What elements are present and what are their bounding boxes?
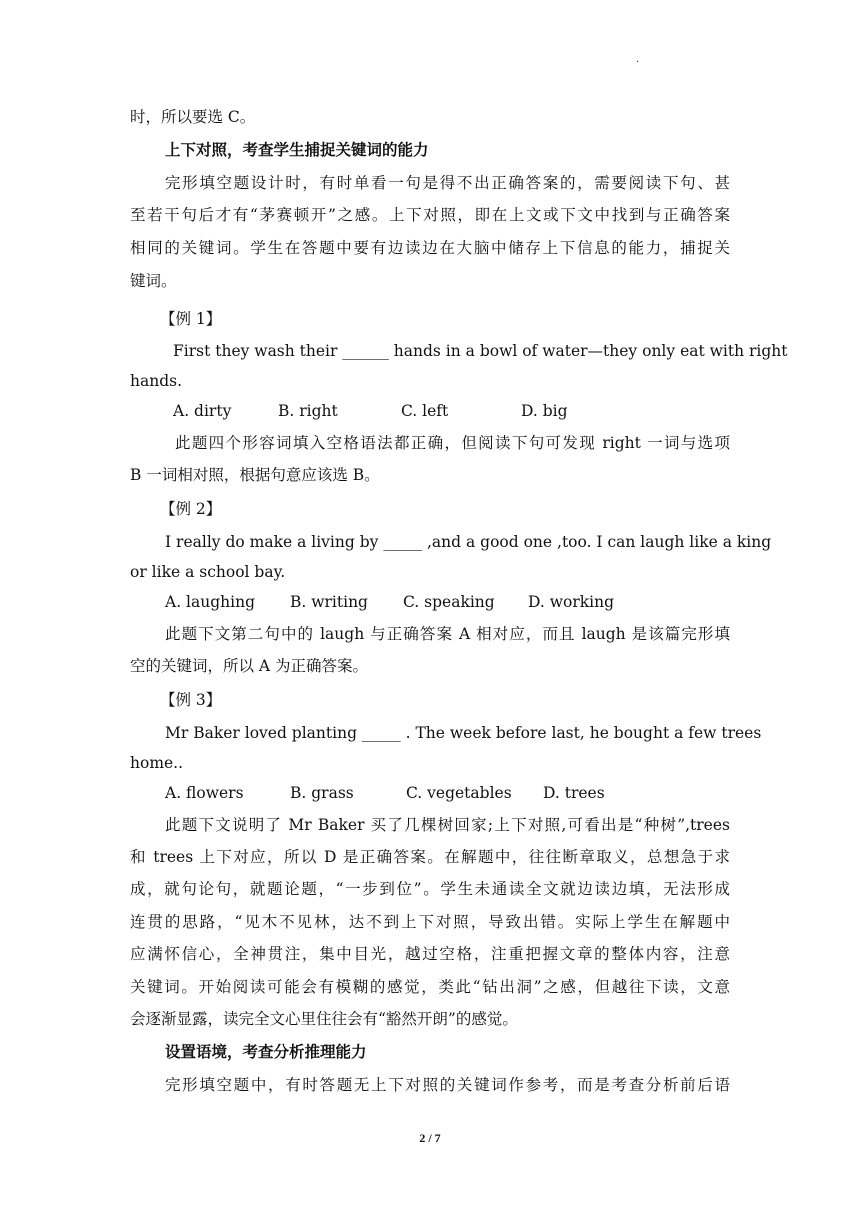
text-line: 时，所以要选 C。	[130, 108, 256, 126]
text-line: 相同的关键词。学生在答题中要有边读边在大脑中储存上下信息的能力，捕捉关	[130, 239, 730, 257]
option-b: B. writing	[290, 593, 368, 611]
question-line: or like a school bay.	[130, 563, 286, 581]
question-line: First they wash their ______ hands in a bowl of water—they only eat with right	[173, 342, 788, 360]
header-mark: ·	[636, 57, 640, 68]
text-line: 应满怀信心，全神贯注，集中目光，越过空格，注重把握文章的整体内容，注意	[130, 945, 730, 963]
text-line: 连贯的思路，“见木不见林，达不到上下对照，导致出错。实际上学生在解题中	[130, 913, 730, 931]
question-line: home..	[130, 754, 184, 772]
text-line: 成，就句论句，就题论题，“一步到位”。学生未通读全文就边读边填，无法形成	[130, 880, 730, 898]
text-line: 会逐渐显露，读完全文心里住往会有“豁然开朗”的感觉。	[130, 1010, 518, 1028]
text-line: 此题四个形容词填入空格语法都正确，但阅读下句可发现 right 一词与选项	[175, 434, 730, 452]
option-a: A. dirty	[173, 402, 232, 420]
text-line: 完形填空题设计时，有时单看一句是得不出正确答案的，需要阅读下句、甚	[165, 174, 730, 192]
option-c: C. speaking	[403, 593, 495, 611]
section-heading: 设置语境，考查分析推理能力	[165, 1042, 367, 1061]
text-line: 完形填空题中，有时答题无上下对照的关键词作参考，而是考查分析前后语	[165, 1076, 730, 1094]
option-d: D. working	[528, 593, 614, 611]
option-d: D. big	[521, 402, 568, 420]
section-heading: 上下对照，考查学生捕捉关键词的能力	[165, 140, 429, 159]
option-c: C. vegetables	[406, 784, 512, 802]
example-label: 【例 1】	[160, 310, 222, 328]
page-number: 2 / 7	[419, 1131, 441, 1145]
example-label: 【例 3】	[160, 691, 222, 709]
text-line: 关键词。开始阅读可能会有模糊的感觉，类此“钻出洞”之感，但越往下读，文意	[130, 978, 730, 996]
question-line: hands.	[130, 372, 183, 390]
option-b: B. grass	[290, 784, 354, 802]
question-line: I really do make a living by _____ ,and a good one ,too. I can laugh like a king	[165, 533, 772, 551]
text-line: 键词。	[130, 272, 177, 290]
option-c: C. left	[401, 402, 449, 420]
text-line: B 一词相对照，根据句意应该选 B。	[130, 466, 380, 484]
text-line: 空的关键词，所以 A 为正确答案。	[130, 657, 369, 675]
option-d: D. trees	[543, 784, 605, 802]
example-label: 【例 2】	[160, 500, 222, 518]
option-b: B. right	[278, 402, 338, 420]
option-a: A. flowers	[165, 784, 244, 802]
text-line: 此题下文第二句中的 laugh 与正确答案 A 相对应，而且 laugh 是该篇完形填	[165, 625, 730, 643]
text-line: 至若干句后才有“茅赛顿开”之感。上下对照，即在上文或下文中找到与正确答案	[130, 206, 730, 224]
question-line: Mr Baker loved planting _____ . The week before last, he bought a few trees	[165, 724, 762, 742]
option-a: A. laughing	[165, 593, 255, 611]
text-line: 此题下文说明了 Mr Baker 买了几棵树回家;上下对照,可看出是“种树”,trees	[165, 816, 730, 834]
text-line: 和 trees 上下对应，所以 D 是正确答案。在解题中，往往断章取义，总想急于求	[130, 848, 730, 866]
